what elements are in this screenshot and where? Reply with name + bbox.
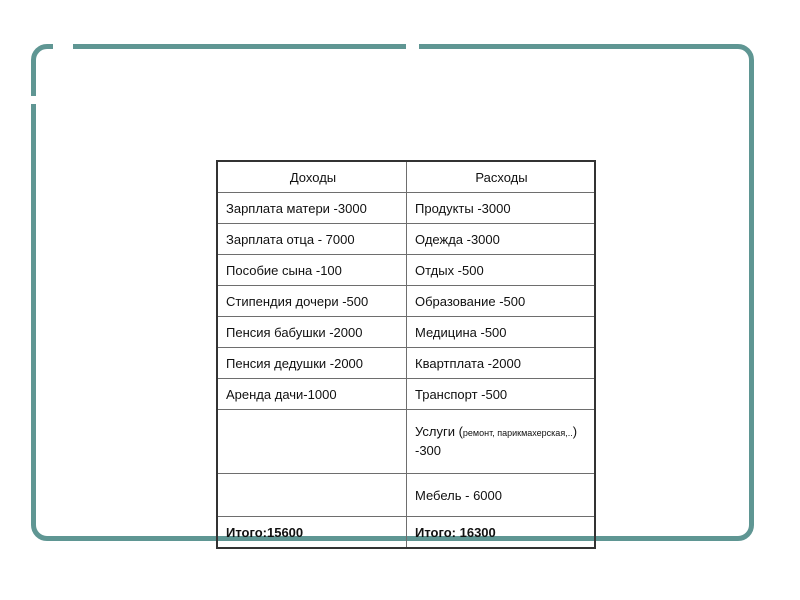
frame-gap [406, 42, 419, 51]
income-cell: Пенсия дедушки -2000 [217, 348, 407, 379]
income-cell: Пенсия бабушки -2000 [217, 317, 407, 348]
table-row [217, 224, 595, 255]
frame-gap [29, 96, 38, 104]
table-row [217, 474, 595, 517]
budget-table [216, 160, 596, 549]
table-row [217, 317, 595, 348]
expense-cell: Отдых -500 [407, 255, 596, 286]
table-row [217, 379, 595, 410]
expense-cell: Транспорт -500 [407, 379, 596, 410]
services-amount: ) -300 [415, 424, 578, 458]
empty-income-cell [217, 474, 407, 517]
income-total: Итого:15600 [217, 517, 407, 549]
totals-row [217, 517, 595, 549]
expense-cell: Медицина -500 [407, 317, 596, 348]
table-row [217, 410, 595, 474]
services-label: Услуги ( [415, 424, 463, 439]
table-row [217, 193, 595, 224]
income-cell: Зарплата отца - 7000 [217, 224, 407, 255]
income-cell: Стипендия дочери -500 [217, 286, 407, 317]
empty-income-cell [217, 410, 407, 474]
income-cell: Аренда дачи-1000 [217, 379, 407, 410]
expense-total: Итого: 16300 [407, 517, 596, 549]
expense-cell: Продукты -3000 [407, 193, 596, 224]
services-cell [407, 410, 596, 474]
furniture-cell: Мебель - 6000 [407, 474, 596, 517]
income-cell: Пособие сына -100 [217, 255, 407, 286]
expense-cell: Квартплата -2000 [407, 348, 596, 379]
expenses-header: Расходы [407, 161, 596, 193]
income-cell: Зарплата матери -3000 [217, 193, 407, 224]
expense-cell: Образование -500 [407, 286, 596, 317]
table-row [217, 255, 595, 286]
expense-cell: Одежда -3000 [407, 224, 596, 255]
table-row [217, 286, 595, 317]
table-header-row [217, 161, 595, 193]
income-header: Доходы [217, 161, 407, 193]
table-row [217, 348, 595, 379]
frame-gap [53, 42, 73, 51]
services-note: ремонт, парикмахерская,.. [462, 428, 573, 438]
